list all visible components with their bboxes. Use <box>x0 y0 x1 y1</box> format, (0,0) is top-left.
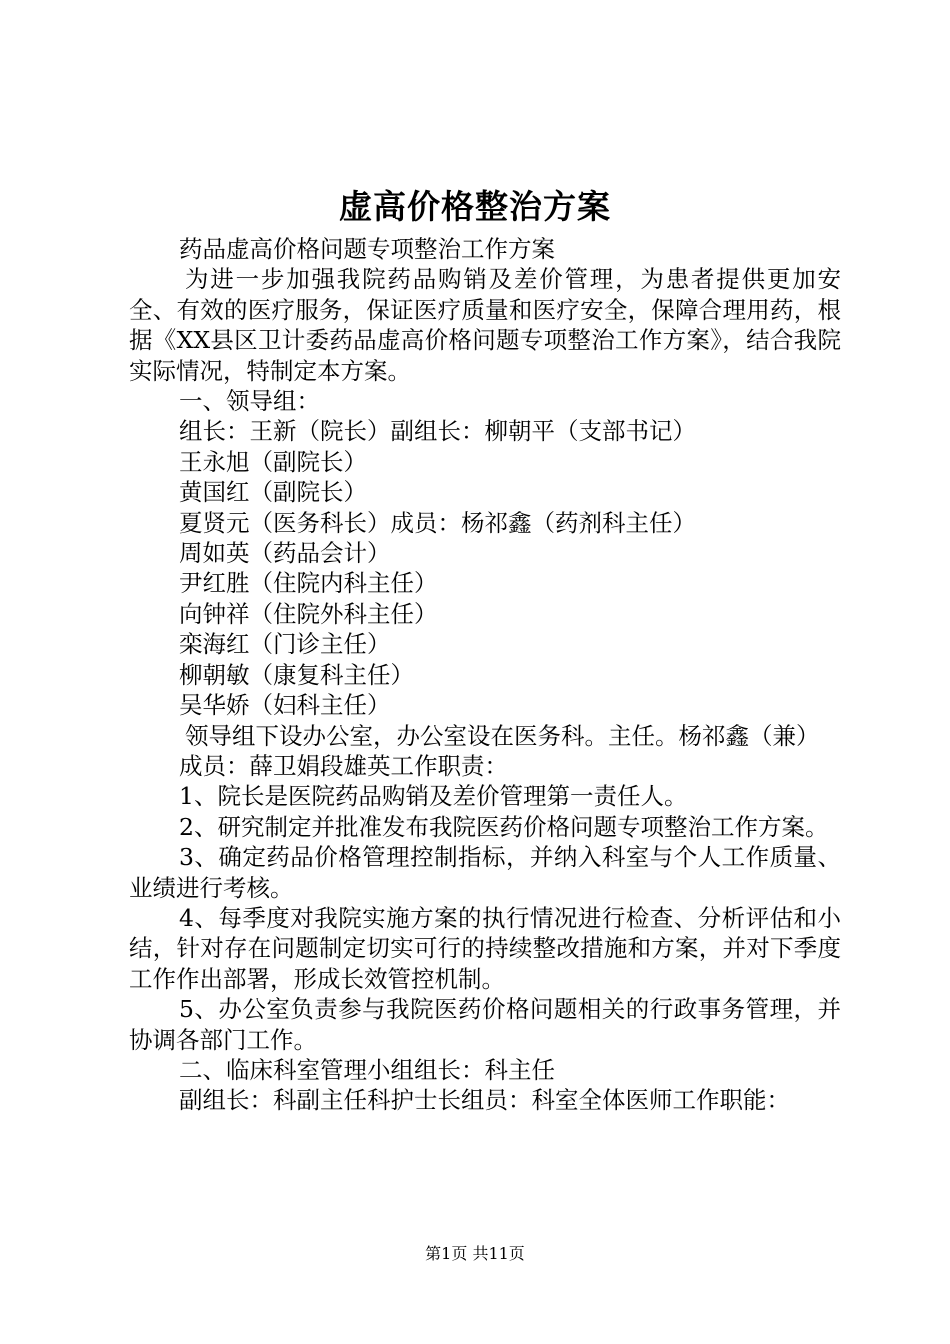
intro-paragraph: 为进一步加强我院药品购销及差价管理，为患者提供更加安全、有效的医疗服务，保证医疗质量和医疗安全，保障合理用药，根据《XX县区卫计委药品虚高价格问题专项整治工作方案》，结合我院实际情况，特制定本方案。 <box>129 265 841 385</box>
member-line: 王永旭（副院长） <box>179 447 367 476</box>
duty-item: 3、确定药品价格管理控制指标，并纳入科室与个人工作质量、业绩进行考核。 <box>129 843 841 902</box>
section-heading-clinical: 二、临床科室管理小组组长：科主任 <box>179 1055 555 1084</box>
page-footer: 第1页 共11页 <box>425 1244 525 1263</box>
duty-item: 4、每季度对我院实施方案的执行情况进行检查、分析评估和小结，针对存在问题制定切实可行的持续整改措施和方案，并对下季度工作作出部署，形成长效管控机制。 <box>129 903 841 993</box>
subtitle-paragraph: 药品虚高价格问题专项整治工作方案 <box>179 235 555 263</box>
member-line: 尹红胜（住院内科主任） <box>179 569 438 598</box>
clinical-members-paragraph: 副组长：科副主任科护士长组员：科室全体医师工作职能： <box>179 1086 790 1115</box>
member-line: 向钟祥（住院外科主任） <box>179 599 438 628</box>
document-body <box>129 234 841 1116</box>
member-line: 周如英（药品会计） <box>179 539 391 568</box>
member-line: 柳朝敏（康复科主任） <box>179 660 414 689</box>
office-paragraph: 领导组下设办公室，办公室设在医务科。主任。杨祁鑫（兼） <box>185 721 820 750</box>
office-members-paragraph: 成员：薛卫娟段雄英工作职责： <box>179 751 508 780</box>
page-title: 虚高价格整治方案 <box>339 187 611 226</box>
member-line: 组长：王新（院长）副组长：柳朝平（支部书记） <box>179 417 696 446</box>
member-line: 吴华娇（妇科主任） <box>179 691 391 720</box>
duty-item: 2、研究制定并批准发布我院医药价格问题专项整治工作方案。 <box>179 812 829 841</box>
member-line: 栾海红（门诊主任） <box>179 630 391 659</box>
member-line: 夏贤元（医务科长）成员：杨祁鑫（药剂科主任） <box>179 508 696 537</box>
duty-item: 1、院长是医院药品购销及差价管理第一责任人。 <box>179 782 688 811</box>
member-line: 黄国红（副院长） <box>179 478 367 507</box>
duty-item: 5、办公室负责参与我院医药价格问题相关的行政事务管理，并协调各部门工作。 <box>129 995 841 1054</box>
section-heading-leadership: 一、领导组： <box>179 387 320 416</box>
